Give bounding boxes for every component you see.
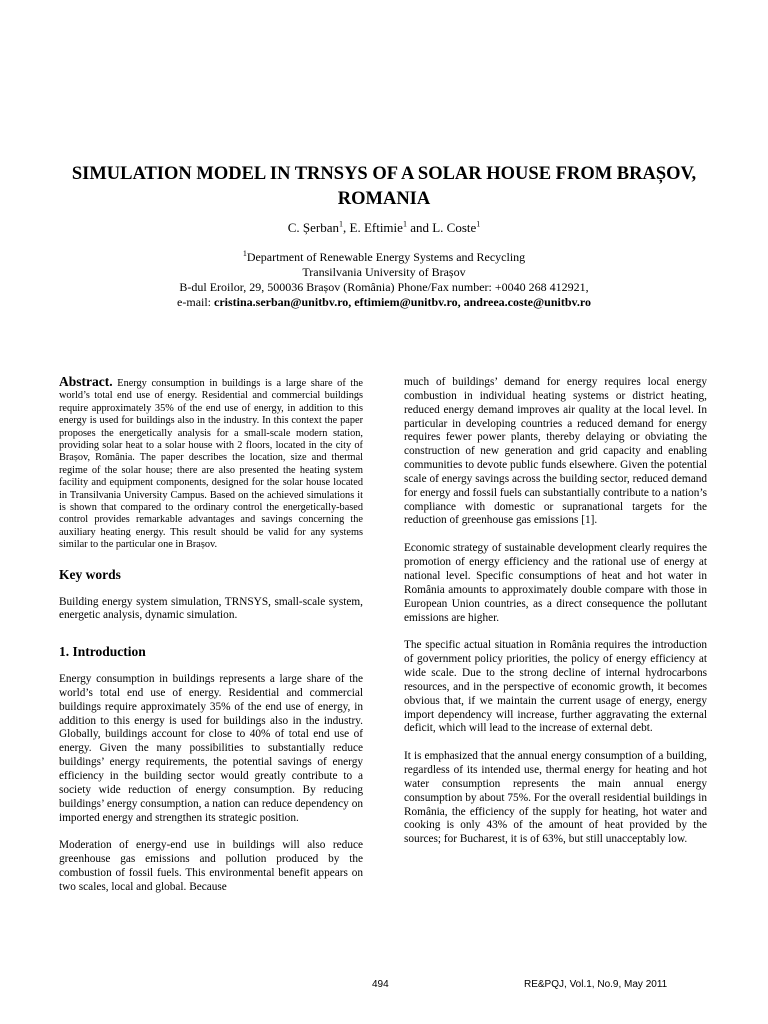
abstract-paragraph [59, 376, 363, 552]
page-number: 494 [372, 979, 389, 990]
right-paragraph-4: It is emphasized that the annual energy consumption of a building, regardless of its intended use, thermal energy for heating and hot water consumption represents the main annual energy consumption by about 75%. For the overall residential buildings in România, the efficiency of the supply for heating, hot water and cooking is only 43% of the amount of heat provided by the sources; for Bucharest, it is of 63%, but still unacceptably low. [404, 750, 707, 846]
keywords-text: Building energy system simulation, TRNSYS, small-scale system, energetic analysis, dynamic simulation. [59, 595, 363, 622]
abstract-text: Energy consumption in buildings is a large share of the world’s total end use of energy. Residential and commercial buildings require approximately 35% of the end use of energy, in addition to this energy is used for buildings also in the industry. In this context the paper proposes the energetically analysis for a small-scale modern station, providing solar heat to a solar house with 2 floors, located in the city of Brașov, România. The paper describes the location, size and thermal regime of the solar house; there are also presented the heating system facility and equipment components, designed for the solar house located in Transilvania University Campus. Based on the achieved simulations it is shown that compared to the ordinary control the energetically-based control provides remarkable advantages and savings concerning the auxiliary heating energy. This result should be valid for any systems similar to the particular one in Brașov. [59, 378, 363, 551]
author-2: E. Eftimie [349, 220, 403, 235]
author-1: C. Șerban [287, 220, 339, 235]
email-addresses: cristina.serban@unitbv.ro, eftimiem@unitbv.ro, andreea.coste@unitbv.ro [214, 295, 591, 309]
author-separator-1: , [343, 220, 350, 235]
affiliation-university: Transilvania University of Brașov [302, 265, 466, 279]
author-3: L. Coste [432, 220, 477, 235]
affiliation-email-line [0, 295, 768, 310]
right-paragraph-3: The specific actual situation in România requires the introduction of government policy priorities, the policy of energy efficiency at wide scale. Due to the strong decline of internal hydrocarbons resources, and in the perspective of economic growth, it becomes obvious that, if we maintain the current usage of energy, energy import dependency will increase, further aggravating the external deficit, which will lead to the increase of external debt. [404, 639, 707, 735]
abstract-label: Abstract. [59, 374, 113, 389]
right-column [404, 376, 707, 847]
affiliation-block [0, 250, 768, 310]
affiliation-mark: 1 [242, 249, 247, 258]
author-1-affiliation-mark: 1 [339, 219, 343, 229]
keywords-heading: Key words [59, 566, 121, 582]
affiliation-department [0, 250, 768, 265]
title-line-2: ROMANIA [337, 189, 431, 209]
introduction-paragraph-2: Moderation of energy-end use in buildings will also reduce greenhouse gas emissions and pollution produced by the combustion of fossil fuels. This environmental benefit appears on two scales, local and global. Because [59, 839, 363, 893]
author-3-affiliation-mark: 1 [476, 219, 481, 229]
author-separator-2: and [406, 220, 433, 235]
right-paragraph-2: Economic strategy of sustainable development clearly requires the promotion of energy efficiency and the rational use of energy at national level. Specific consumptions of heat and hot water in România amounts to approximately double compare with those in European Union countries, as a direct consequence the pollutant emissions are higher. [404, 542, 707, 624]
department-name: Department of Renewable Energy Systems and Recycling [246, 250, 526, 264]
left-column [59, 376, 363, 895]
introduction-paragraph-1: Energy consumption in buildings represents a large share of the world’s total end use of energy. Residential and commercial buildings require approximately 35% of the end use of energy, in addition to this energy is used for buildings also in the industry. Globally, buildings account for close to 40% of total end use of energy. Given the many possibilities to substantially reduce buildings’ energy requirements, the potential savings of energy efficiency in the building sector would greatly contribute to a society wide reduction of energy consumption. By reducing buildings’ energy consumption, a nation can reduce dependency on imported energy and strengthen its strategic position. [59, 673, 363, 824]
author-2-affiliation-mark: 1 [402, 219, 407, 229]
journal-citation: RE&PQJ, Vol.1, No.9, May 2011 [524, 979, 668, 990]
title-line-1: SIMULATION MODEL IN TRNSYS OF A SOLAR HOUSE FROM BRAȘOV, [71, 164, 697, 184]
email-label: e-mail: [177, 295, 215, 309]
introduction-heading: 1. Introduction [59, 644, 146, 660]
paper-title [40, 162, 728, 212]
affiliation-address: B-dul Eroilor, 29, 500036 Brașov (România) Phone/Fax number: +0040 268 412921, [179, 280, 589, 294]
author-list [0, 220, 768, 236]
right-paragraph-1: much of buildings’ demand for energy requires local energy combustion in individual heating systems or district heating, reduced energy demand improves air quality at the local level. In particular in developing countries a reduced demand for energy requires fewer power plants, thereby delaying or obviating the construction of new generation and grid capacity and enabling communities to devote public funds elsewhere. Given the potential scale of energy savings across the building sector, reduced demand for energy and fossil fuels can substantially contribute to a nation’s compliance with domestic or supranational targets for the reduction of greenhouse gas emissions [1]. [404, 376, 707, 527]
